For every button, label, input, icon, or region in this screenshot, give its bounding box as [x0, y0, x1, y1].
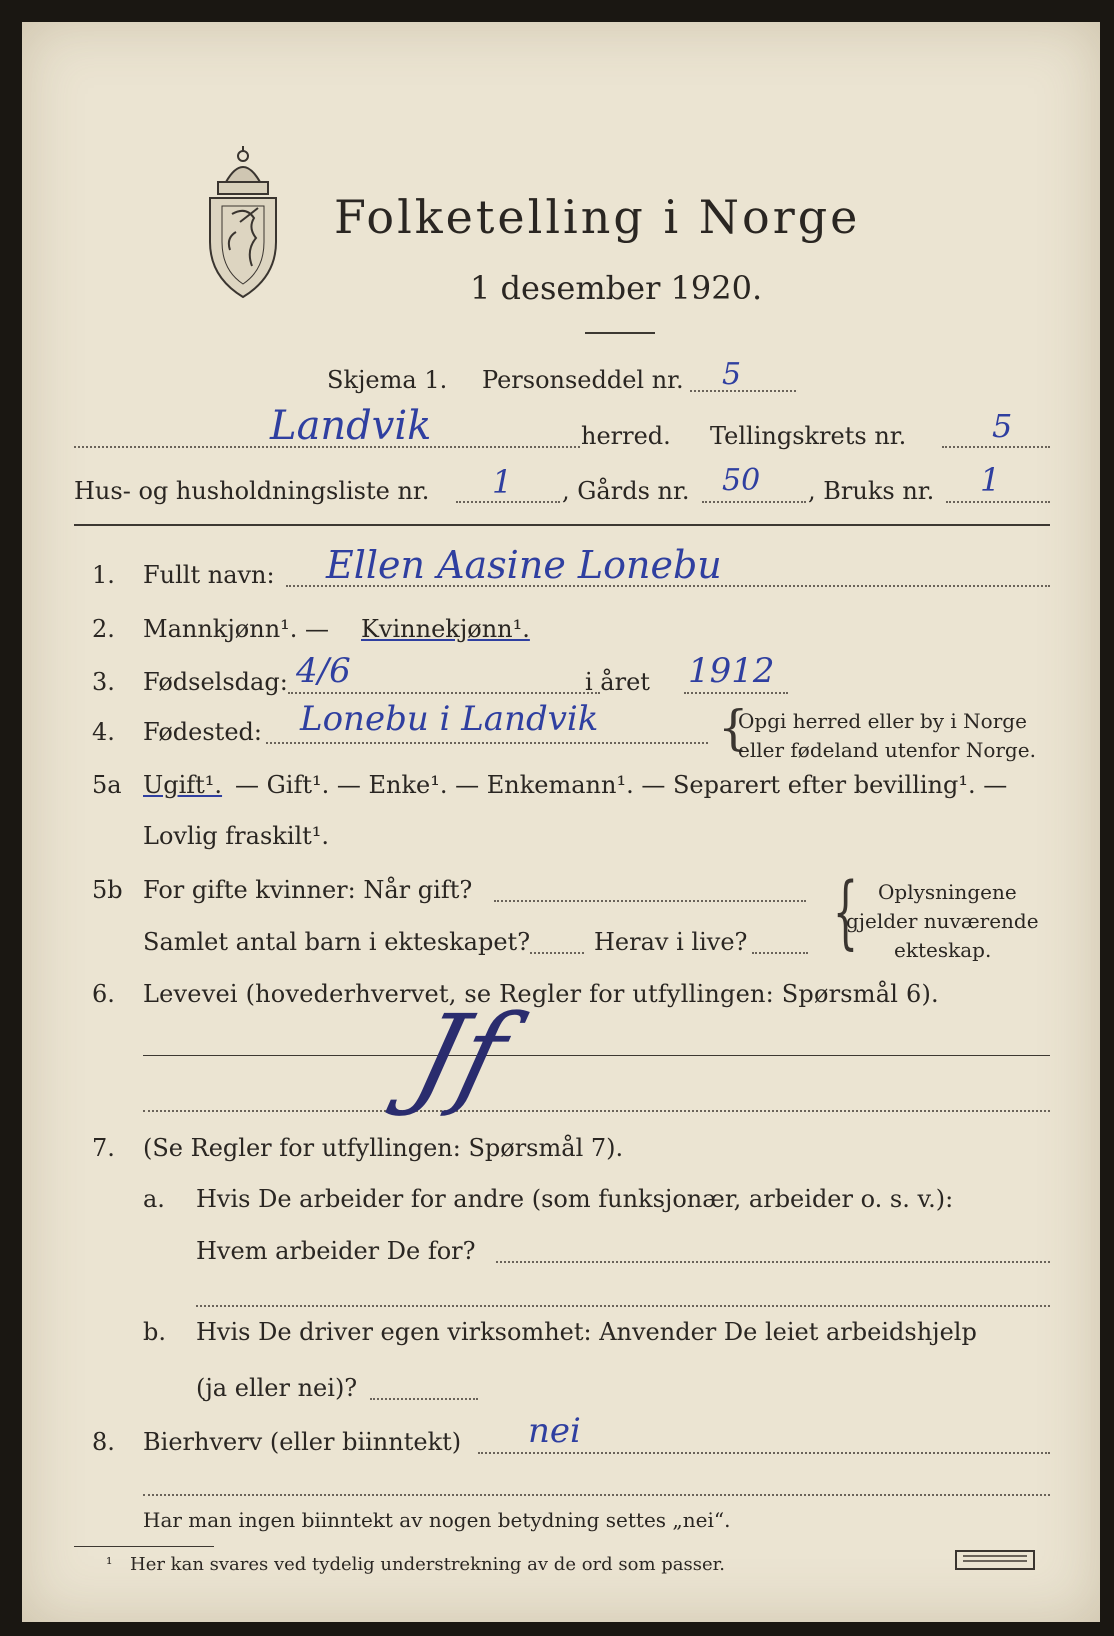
section-divider	[74, 524, 1050, 526]
q4-brace: {	[718, 700, 749, 756]
q8-number: 8.	[92, 1428, 115, 1456]
q7a-letter: a.	[143, 1185, 165, 1213]
q7-label: (Se Regler for utfyllingen: Spørsmål 7).	[143, 1134, 624, 1162]
q8-line	[478, 1452, 1050, 1454]
q5a-ugift: Ugift¹.	[143, 771, 223, 799]
q5b-line2a: Samlet antal barn i ekteskapet?	[143, 928, 531, 956]
q6-label: Levevei (hovederhvervet, se Regler for utfyllingen: Spørsmål 6).	[143, 980, 939, 1008]
hus-label: Hus- og husholdningsliste nr.	[74, 477, 430, 505]
personseddel-line	[690, 390, 796, 392]
q7a-extra-line	[196, 1305, 1050, 1307]
gaards-line	[702, 501, 806, 503]
q2-kvinne: Kvinnekjønn¹.	[361, 615, 530, 643]
q6-answer-line2	[143, 1110, 1050, 1112]
q3-label: Fødselsdag:	[143, 668, 288, 696]
q4-value: Lonebu i Landvik	[300, 699, 599, 739]
q4-line	[266, 742, 708, 744]
q3-year-line	[684, 692, 788, 694]
q1-number: 1.	[92, 561, 115, 589]
q2-number: 2.	[92, 615, 115, 643]
tellingskrets-value: 5	[992, 407, 1013, 445]
q4-note-line2: eller fødeland utenfor Norge.	[738, 738, 1036, 762]
skjema-label: Skjema 1.	[327, 366, 448, 394]
q8-value: nei	[528, 1411, 581, 1451]
q5b-note2: gjelder nuværende	[846, 909, 1039, 933]
q8-extra-line	[143, 1494, 1050, 1496]
q5a-line2: Lovlig fraskilt¹.	[143, 822, 330, 850]
q7b-letter: b.	[143, 1318, 166, 1346]
hus-line	[456, 501, 560, 503]
q4-number: 4.	[92, 718, 115, 746]
form-title: Folketelling i Norge	[334, 190, 861, 244]
q5b-line1-dots	[494, 900, 806, 902]
footnote-mark: ¹	[106, 1554, 113, 1573]
printer-stamp	[955, 1550, 1035, 1570]
q6-number: 6.	[92, 980, 115, 1008]
q6-value: Jf	[402, 991, 519, 1119]
q5b-line2b: Herav i live?	[594, 928, 748, 956]
footnote-text: Her kan svares ved tydelig understrekning av de ord som passer.	[130, 1554, 725, 1575]
q5b-note3: ekteskap.	[894, 938, 992, 962]
bruks-label: , Bruks nr.	[808, 477, 935, 505]
q7b-line2: (ja eller nei)?	[196, 1374, 358, 1402]
bruks-line	[946, 501, 1050, 503]
q2-mann: Mannkjønn¹. —	[143, 615, 330, 643]
header-divider	[585, 332, 655, 334]
q5b-line1: For gifte kvinner: Når gift?	[143, 876, 473, 904]
q3-value: 4/6	[296, 651, 351, 691]
q1-label: Fullt navn:	[143, 561, 275, 589]
tellingskrets-label: Tellingskrets nr.	[710, 422, 907, 450]
q7-number: 7.	[92, 1134, 115, 1162]
q5b-number: 5b	[92, 876, 123, 904]
personseddel-label: Personseddel nr.	[482, 366, 684, 394]
q3-number: 3.	[92, 668, 115, 696]
personseddel-value: 5	[722, 357, 742, 392]
q7a-line2-dots	[496, 1261, 1050, 1263]
q7a-line1: Hvis De arbeider for andre (som funksjonær, arbeider o. s. v.):	[196, 1185, 954, 1213]
q5a-number: 5a	[92, 771, 122, 799]
q3-line	[288, 692, 600, 694]
gaards-value: 50	[722, 463, 761, 498]
q5b-line2b-dots	[752, 952, 808, 954]
q5b-note1: Oplysningene	[878, 880, 1017, 904]
q7b-line1: Hvis De driver egen virksomhet: Anvender De leiet arbeidshjelp	[196, 1318, 977, 1346]
q3-year-value: 1912	[688, 651, 775, 691]
q5b-line2a-dots	[530, 952, 584, 954]
herred-value: Landvik	[270, 403, 432, 449]
bruks-value: 1	[980, 461, 1001, 499]
q7b-line2-dots	[370, 1398, 478, 1400]
biinntekt-note: Har man ingen biinntekt av nogen betydning settes „nei“.	[143, 1508, 731, 1532]
q5a-options: — Gift¹. — Enke¹. — Enkemann¹. — Separert efter bevilling¹. —	[235, 771, 1008, 799]
q8-label: Bierhverv (eller biinntekt)	[143, 1428, 462, 1456]
q4-label: Fødested:	[143, 718, 262, 746]
footnote-divider	[74, 1546, 214, 1547]
hus-value: 1	[492, 463, 513, 501]
q6-answer-line1	[143, 1055, 1050, 1056]
gaards-label: , Gårds nr.	[562, 477, 690, 505]
q3-year-label: i året	[585, 668, 650, 696]
q4-note-line1: Opgi herred eller by i Norge	[738, 709, 1027, 733]
tellingskrets-line	[942, 446, 1050, 448]
herred-line	[74, 446, 580, 448]
herred-label: herred.	[581, 422, 671, 450]
coat-of-arms-icon	[196, 142, 290, 302]
q7a-line2: Hvem arbeider De for?	[196, 1237, 476, 1265]
q5b-brace: {	[832, 865, 859, 958]
census-date: 1 desember 1920.	[470, 269, 763, 307]
q1-value: Ellen Aasine Lonebu	[326, 543, 722, 587]
